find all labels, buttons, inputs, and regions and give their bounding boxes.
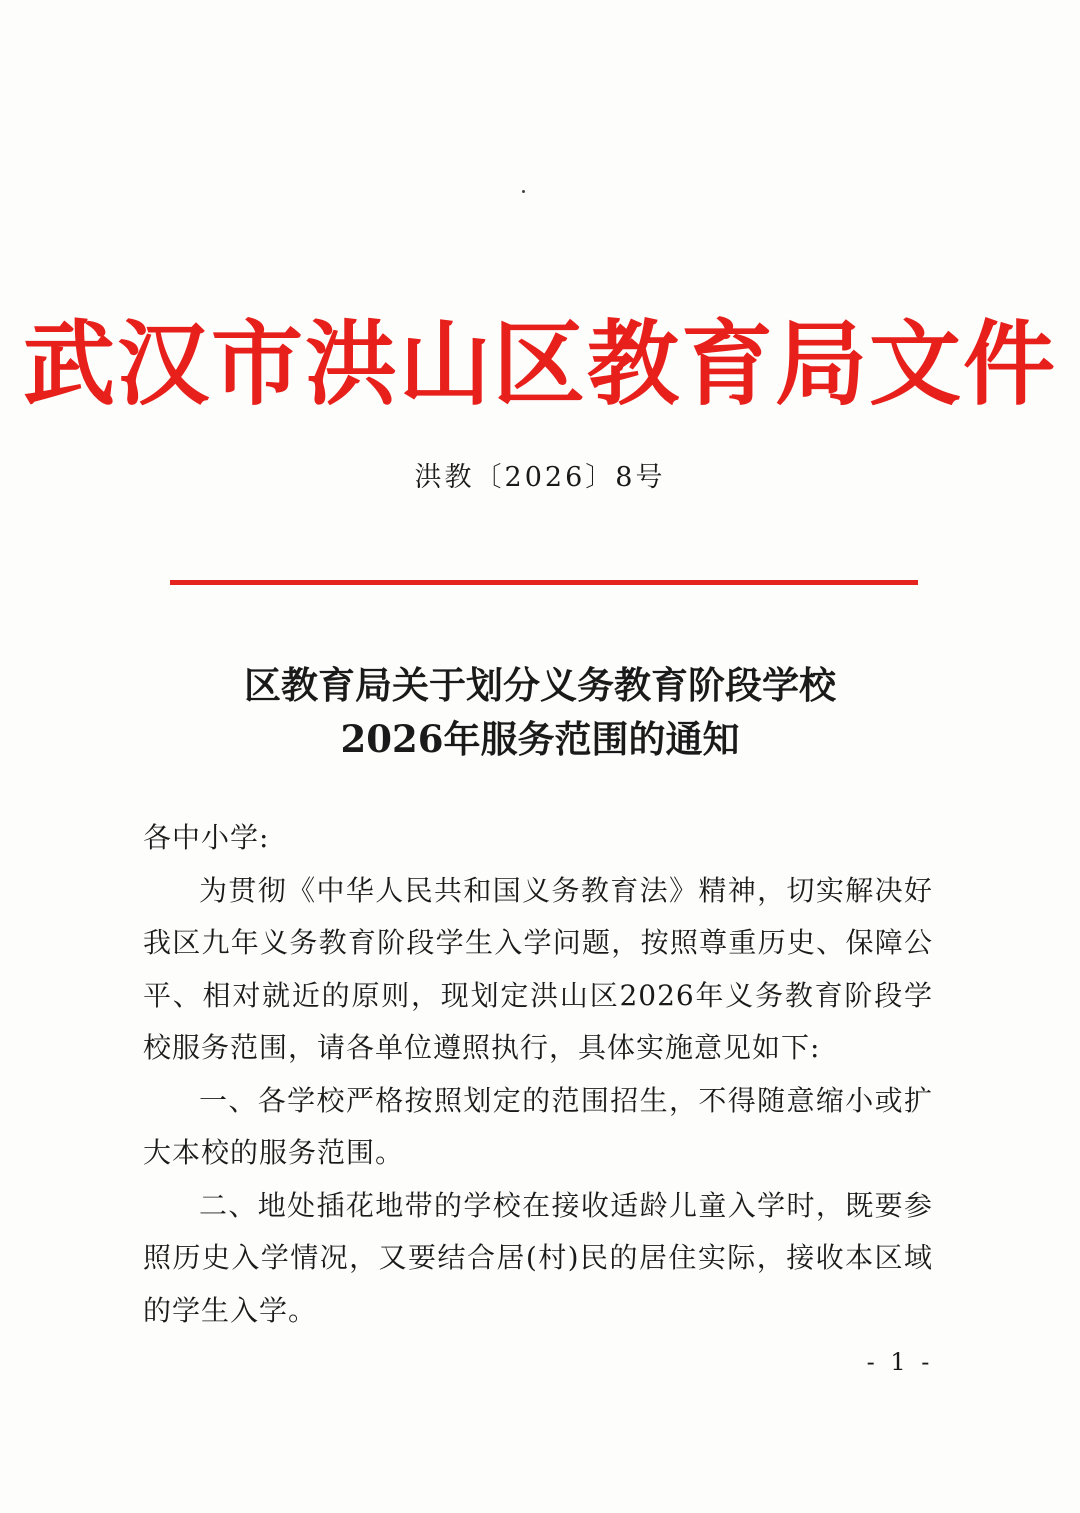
issuer-heading: 武汉市洪山区教育局文件 xyxy=(22,311,1057,418)
salutation: 各中小学: xyxy=(143,821,270,854)
paragraph-intro: 为贯彻《中华人民共和国义务教育法》精神，切实解决好我区九年义务教育阶段学生入学问题，按照尊重历史、保障公平、相对就近的原则，现划定洪山区2026年义务教育阶段学校服务范围，请各单位遵照执行，具体实施意见如下: xyxy=(143,873,933,1064)
red-separator-line xyxy=(170,580,918,585)
page-number: - 1 - xyxy=(866,1348,934,1376)
title-line-2: 2026年服务范围的通知 xyxy=(340,717,740,761)
body-text xyxy=(143,812,933,1337)
document-title xyxy=(0,658,1080,766)
document-number: 洪教〔2026〕8号 xyxy=(414,462,666,493)
paragraph-item-2: 二、地处插花地带的学校在接收适龄儿童入学时，既要参照历史入学情况，又要结合居(村)民的居住实际，接收本区域的学生入学。 xyxy=(143,1188,933,1327)
scan-speck xyxy=(522,190,525,193)
title-line-1: 区教育局关于划分义务教育阶段学校 xyxy=(244,663,836,707)
paragraph-item-1: 一、各学校严格按照划定的范围招生，不得随意缩小或扩大本校的服务范围。 xyxy=(143,1083,933,1169)
